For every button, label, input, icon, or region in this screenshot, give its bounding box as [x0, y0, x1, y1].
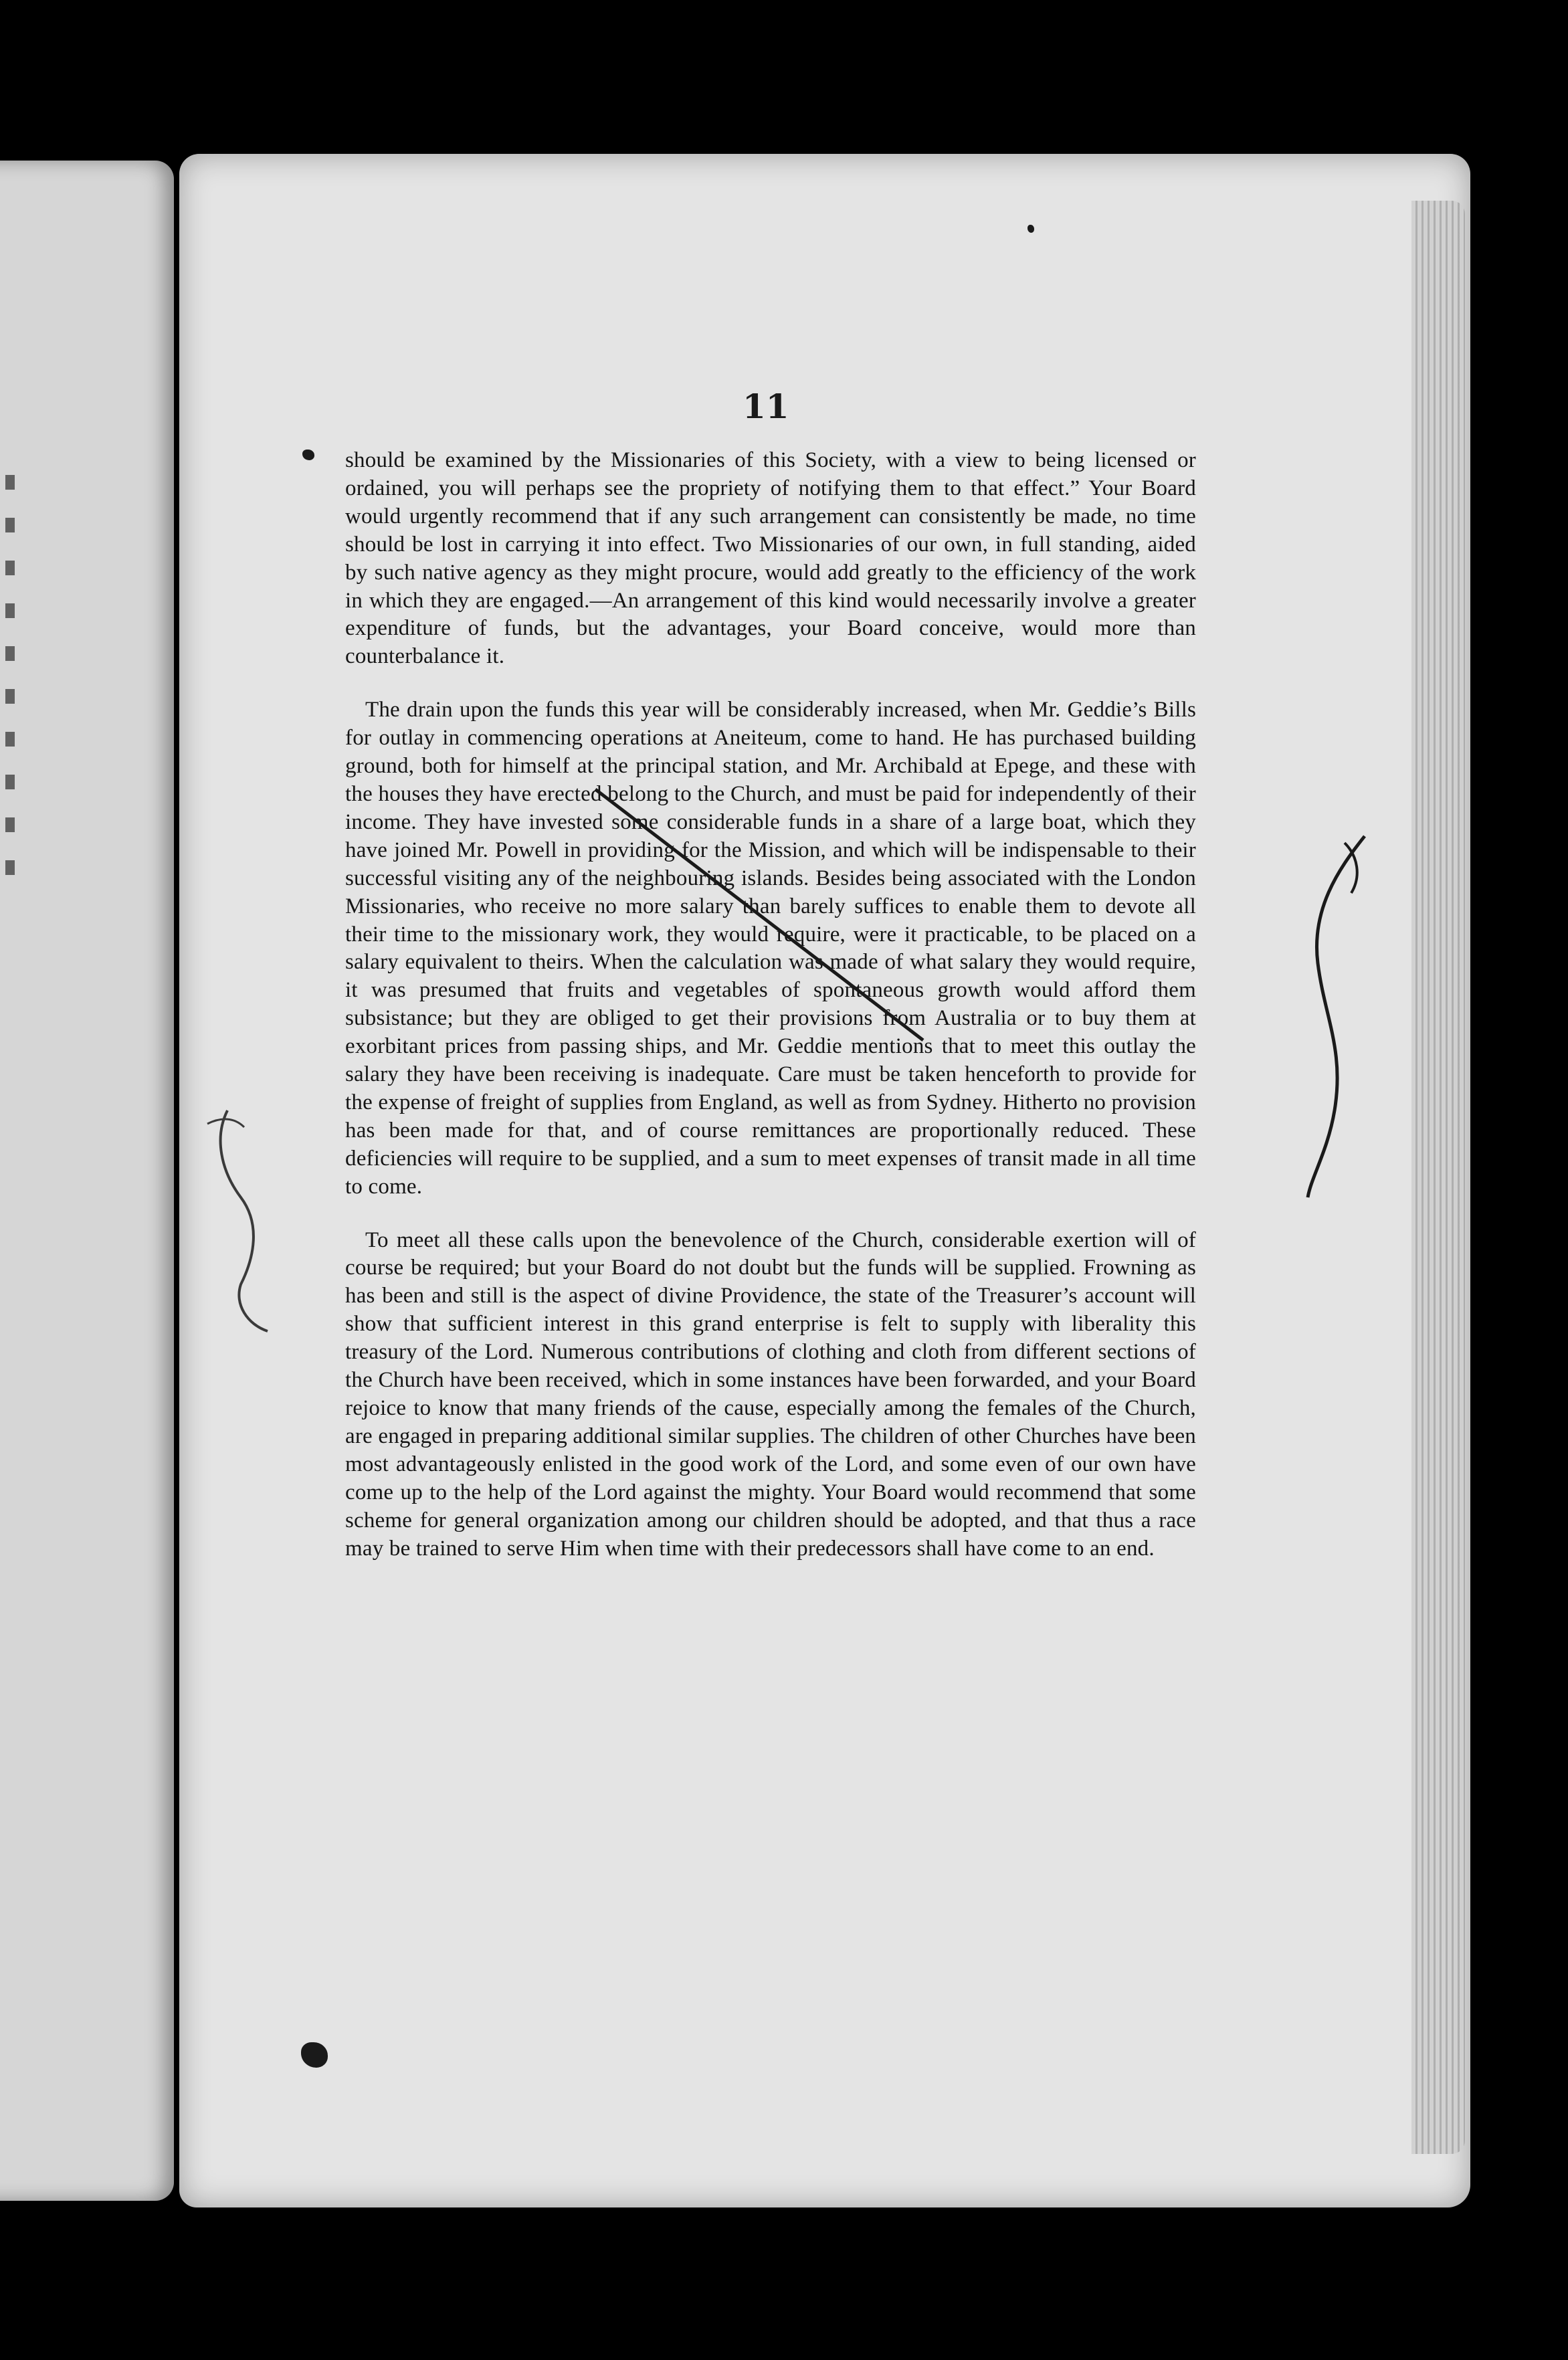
- ink-stroke-diagonal: [589, 783, 937, 1050]
- page-stack-edge: [1411, 201, 1465, 2154]
- ink-blot-top: [1027, 225, 1034, 233]
- facing-page-text-remnants: [5, 475, 15, 890]
- paragraph-2: The drain upon the funds this year will be considerably increased, when Mr. Geddie’s Bills for outlay in commencing operations at Aneiteum, come to hand. He has purchased building ground, both for himself at the principal station, and Mr. Archibald at Epege, and these with the houses they have erected belong to the Church, and must be paid for independently of their income. They have invested some considerable funds in a share of a large boat, which they have joined Mr. Powell in providing for the Mission, and which will be indispensable to their successful visiting any of the neighbouring islands. Besides being associated with the London Missionaries, who receive no more salary than barely suffices to enable them to devote all their time to the missionary work, they would require, were it practicable, to be placed on a salary equivalent to theirs. When the calculation was made of what salary they would require, it was presumed that fruits and vegetables of spontaneous growth would afford them subsistance; but they are obliged to get their provisions from Australia or to buy them at exorbitant prices from passing ships, and Mr. Geddie mentions that to meet this outlay the salary they have been receiving is inadequate. Care must be taken henceforth to provide for the expense of freight of supplies from England, as well as from Sydney. Hitherto no provision has been made for that, and of course remittances are proportionally reduced. These deficiencies will require to be supplied, and a sum to meet expenses of transit made in all time to come.: [345, 698, 1196, 1199]
- ink-blot-top-left: [302, 450, 314, 460]
- paragraph-3: To meet all these calls upon the benevolence of the Church, considerable exertion will of course be required; but your Board do not doubt but the funds will be supplied. Frowning as has been and still is the aspect of divine Providence, the state of the Treasurer’s account will show that sufficient interest in this grand enterprise is felt to supply with liberality this treasury of the Lord. Numerous contributions of clothing and cloth from different sections of the Church have been received, which in some instances have been forwarded, and your Board rejoice to know that many friends of the cause, especially among the females of the Church, are engaged in preparing additional similar supplies. The children of other Churches have been most advantageously enlisted in the good work of the Lord, and some even of our own have come up to the help of the Lord against the mighty. Your Board would recommend that some scheme for general organization among our children should be adopted, and that thus a race may be trained to serve Him when time with their predecessors shall have come to an end.: [345, 1227, 1196, 1561]
- page-number: 11: [743, 387, 789, 426]
- facing-page-edge: [0, 161, 174, 2201]
- paragraph-1: should be examined by the Missionaries of this Society, with a view to being licensed or ordained, you will perhaps see the propriety of notifying them to that effect.” Your Board would urgently recommend that if any such arrangement can consistently be made, no time should be lost in carrying it into effect. Two Missionaries of our own, in full standing, aided by such native agency as they might procure, would add greatly to the efficiency of the work in which they are engaged.—An arrangement of this kind would necessarily involve a greater expenditure of funds, but the advantages, your Board conceive, would more than counterbalance it.: [345, 448, 1196, 669]
- ink-stroke-left-margin: [201, 1097, 281, 1338]
- ink-stroke-right-margin: [1298, 829, 1371, 1204]
